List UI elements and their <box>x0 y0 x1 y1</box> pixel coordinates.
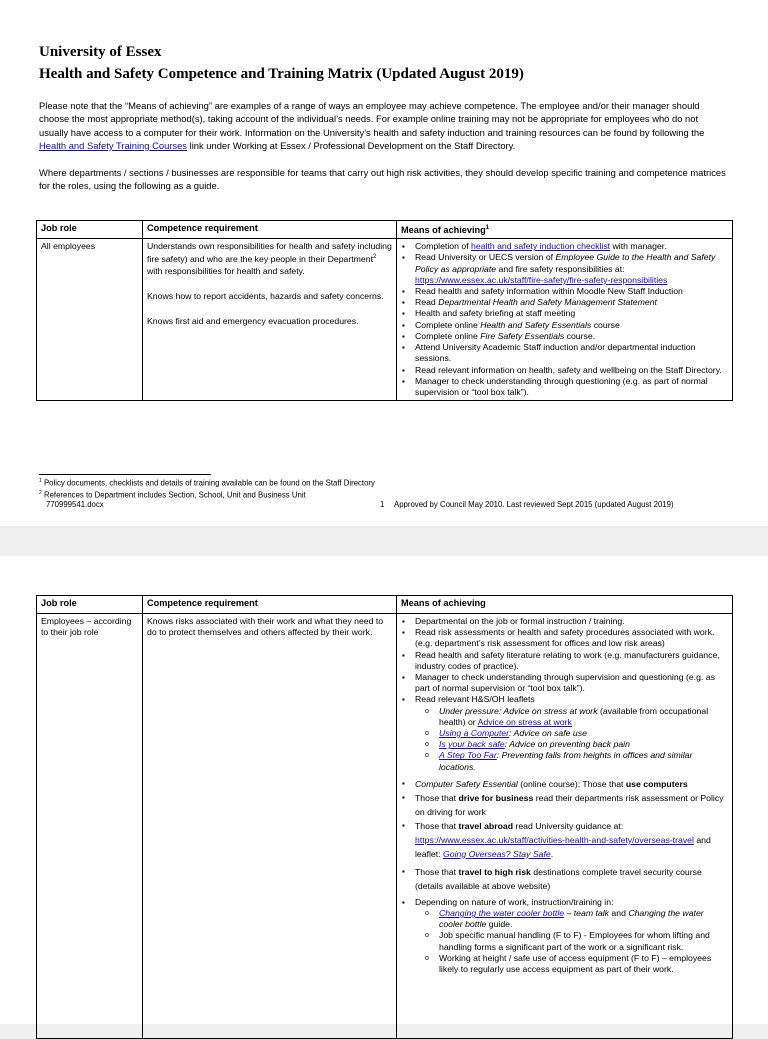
list-item: ▪ Those that drive for business read their departments risk assessment or Policy on driving for work <box>415 791 728 819</box>
table-row <box>37 239 733 401</box>
list-item: ▪ Read health and safety literature relating to work (e.g. manufacturers guidance, industry codes of practice). <box>415 650 728 672</box>
competence-cell: Understands own responsibilities for health and safety including fire safety) and who are the key people in their Department$^2$ with responsibilities for health and safety. Knows how to report accidents, hazards and safety concerns. Knows first aid and emergency evacuation procedures. <box>143 239 397 401</box>
document-page-2 <box>0 556 768 1024</box>
guide-paragraph: Where departments / sections / businesses are responsible for teams that carry out high risk activities, they should develop specific training and competence matrices for the roles, using the following as a guide. <box>39 167 726 192</box>
doc-filename: 770999541.docx <box>46 500 104 509</box>
stress-advice-link[interactable]: Advice on stress at work <box>477 716 572 727</box>
list-item: o Under pressure: Advice on stress at work (available from occupational health) or Advice on stress at work <box>439 706 728 728</box>
job-role-cell: All employees <box>37 239 143 401</box>
list-item: ▪ Manager to check understanding through questioning (e.g. as part of normal supervision or “tool box talk”). <box>415 376 728 398</box>
header-means: Means of achieving$^1$ <box>397 221 733 239</box>
list-item: o A Step Too Far: Preventing falls from heights in offices and similar locations. <box>439 750 728 772</box>
list-item: o Is your back safe: Advice on preventing back pain <box>439 739 728 750</box>
list-item: ▪ Read University or UECS version of Employee Guide to the Health and Safety Policy as appropriate and fire safety responsibilities at: https://www.essex.ac.uk/staff/fire-safety/fire-safety-responsibilities <box>415 252 728 286</box>
job-role-cell: Employees – according to their job role <box>37 614 143 1039</box>
list-item: ▪ Depending on nature of work, instruction/training in: o Changing the water cooler bottle – team talk and Changing the water cooler bottle guide. o Job specific manual handling (F to F) - Employees for whom lifting and handling forms a significant part of the work or a significant risk. o Working at height / safe use of access equipment (F to F) – employees likely to regularly use access equipment as part of their work. <box>415 897 728 975</box>
list-item: ▪ Departmental on the job or formal instruction / training. <box>415 616 728 627</box>
list-item: ▪ Read relevant H&S/OH leaflets o Under pressure: Advice on stress at work (available from occupational health) or Advice on stress at work o Using a Computer: Advice on safe use o Is your back safe: Advice on preventing back pain o A Step Too Far: Preventing falls from heights in offices and similar locations. <box>415 694 728 772</box>
list-item: ▪ Computer Safety Essential (online course): Those that use computers <box>415 777 728 791</box>
fire-safety-link[interactable]: https://www.essex.ac.uk/staff/fire-safety/fire-safety-responsibilities <box>415 274 668 285</box>
list-item: ▪ Read risk assessments or health and safety procedures associated with work. (e.g. department’s risk assessment for offices and low risk areas) <box>415 627 728 649</box>
footnote-divider <box>39 474 211 475</box>
water-cooler-link[interactable]: Changing the water cooler bottle <box>439 908 565 919</box>
header-means: Means of achieving <box>397 596 733 614</box>
list-item: ▪ Completion of health and safety induction checklist with manager. <box>415 241 728 252</box>
using-computer-link[interactable]: Using a Computer <box>439 728 510 739</box>
list-item: o Changing the water cooler bottle – team talk and Changing the water cooler bottle guide. <box>439 908 728 930</box>
list-item: o Using a Computer: Advice on safe use <box>439 728 728 739</box>
list-item: ▪ Health and safety briefing at staff meeting <box>415 308 728 319</box>
list-item: ▪ Read relevant information on health, safety and wellbeing on the Staff Directory. <box>415 365 728 376</box>
header-job-role: Job role <box>37 221 143 239</box>
competence-cell: Knows risks associated with their work and what they need to do to protect themselves and others affected by their work. <box>143 614 397 1039</box>
table-header-row <box>37 596 733 614</box>
footnote-2: $^2$ References to Department includes Section, School, Unit and Business Unit <box>39 490 306 500</box>
table-row <box>37 614 733 1039</box>
list-item: ▪ Manager to check understanding through supervision and questioning (e.g. as part of normal supervision or “tool box talk”). <box>415 672 728 694</box>
means-cell <box>397 614 733 1039</box>
approval-note: Approved by Council May 2010. Last reviewed Sept 2015 (updated August 2019) <box>394 500 674 509</box>
list-item: ▪ Attend University Academic Staff induction and/or departmental induction sessions. <box>415 342 728 364</box>
header-competence: Competence requirement <box>143 596 397 614</box>
competence-table-2 <box>36 595 733 1039</box>
induction-checklist-link[interactable]: health and safety induction checklist <box>471 241 611 252</box>
header-job-role: Job role <box>37 596 143 614</box>
table-header-row <box>37 221 733 239</box>
list-item: ▪ Read health and safety information within Moodle New Staff Induction <box>415 286 728 297</box>
means-cell <box>397 239 733 401</box>
back-safe-link[interactable]: Is your back safe <box>439 739 505 750</box>
list-item: ▪ Read Departmental Health and Safety Management Statement <box>415 297 728 308</box>
list-item: ▪ Complete online Fire Safety Essentials course. <box>415 331 728 342</box>
page-number: 1 <box>380 500 385 509</box>
org-heading: University of Essex <box>39 44 162 60</box>
document-title: Health and Safety Competence and Training Matrix (Updated August 2019) <box>39 66 524 82</box>
list-item: o Job specific manual handling (F to F) - Employees for whom lifting and handling forms a significant part of the work or a significant risk. <box>439 930 728 952</box>
going-overseas-link[interactable]: Going Overseas? Stay Safe <box>443 848 551 859</box>
intro-paragraph: Please note that the “Means of achieving” are examples of a range of ways an employee may achieve competence. The employee and/or their manager should choose the most appropriate method(s), taking account of the individual’s needs. For example online training may not be appropriate for employees who do not usually have access to a computer for their work. Information on the University’s health and safety induction and training resources can be found by following the Health and Safety Training Courses link under Working at Essex / Professional Development on the Staff Directory. <box>39 100 705 151</box>
competence-table-1 <box>36 220 733 401</box>
overseas-travel-link[interactable]: https://www.essex.ac.uk/staff/activities-health-and-safety/overseas-travel <box>415 834 694 845</box>
list-item: ▪ Those that travel abroad read University guidance at: https://www.essex.ac.uk/staff/activities-health-and-safety/overseas-travel and leaflet: Going Overseas? Stay Safe. <box>415 819 728 861</box>
header-competence: Competence requirement <box>143 221 397 239</box>
footnote-1: $^1$ Policy documents, checklists and details of training available can be found on the Staff Directory <box>39 478 375 488</box>
list-item: o Working at height / safe use of access equipment (F to F) – employees likely to regularly use access equipment as part of their work. <box>439 953 728 975</box>
list-item: ▪ Complete online Health and Safety Essentials course <box>415 320 728 331</box>
step-too-far-link[interactable]: A Step Too Far <box>439 750 497 761</box>
training-courses-link[interactable]: Health and Safety Training Courses <box>39 139 187 151</box>
list-item: ▪ Those that travel to high risk destinations complete travel security course (details available at above website) <box>415 865 728 893</box>
